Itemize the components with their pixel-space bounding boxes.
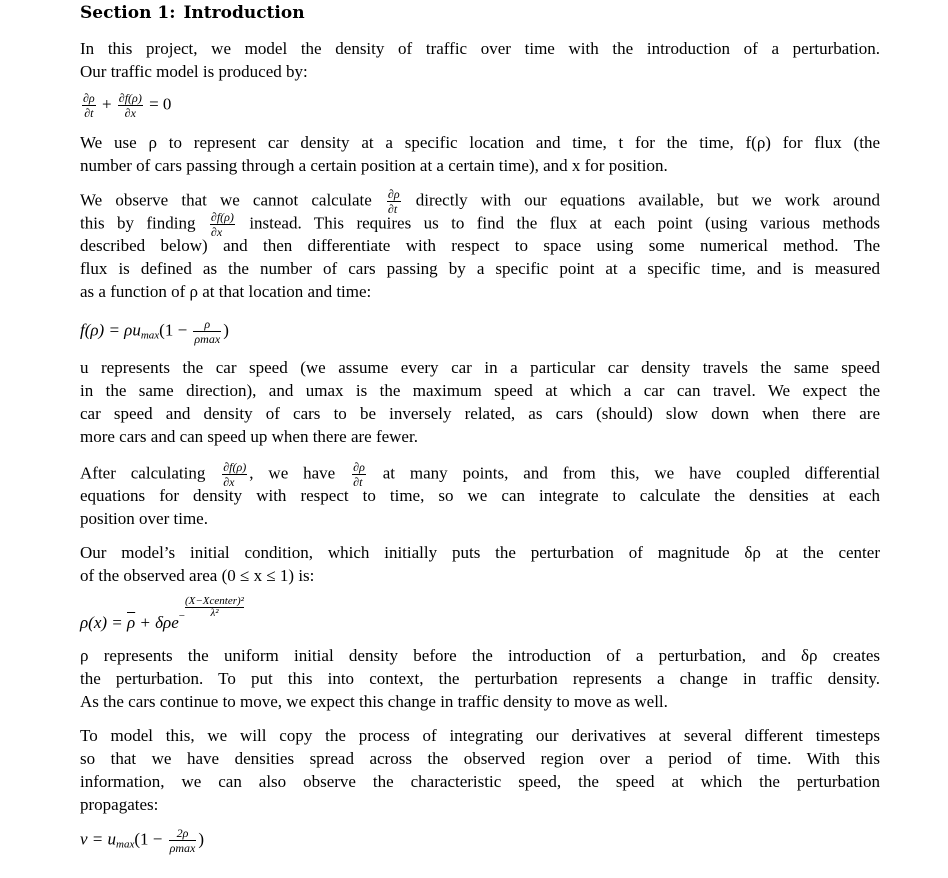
eq1-rhs: = 0 [149,94,172,114]
section-title: Introduction [183,3,305,23]
paragraph-line: Our traffic model is produced by: [80,62,308,81]
paragraph-line: more cars and can speed up when there are fewer. [80,427,418,446]
paragraph-line: this by finding $\frac{\partial f(\rho)}{\partial x}$ instead. This requires us to find the flux at each point (using various methods [80,210,881,239]
paragraph-line: number of cars passing through a certain position at a certain time), and x for position. [80,156,668,175]
paragraph-intro [80,37,880,83]
paragraph-initial-condition [80,541,880,587]
paragraph-line: as a function of ρ at that location and time: [80,282,372,301]
paragraph-line: flux is defined as the number of cars passing by a specific point at a specific time, and is measured [80,259,880,278]
equation-flux: $f(\rho) = \rho u_{max}(1$ − $\frac{\rho}{\rho\max}$ ) [80,317,229,346]
paragraph-line: position over time. [80,509,208,528]
paragraph-line: After calculating $\frac{\partial f(\rho)}{\partial x}$ , we have $\frac{\partial\rho}{\partial t}$ at many points, and from this, we have coupled differential [80,460,881,489]
paragraph-line: We observe that we cannot calculate $\frac{\partial\rho}{\partial t}$ directly with our equations available, but we work around [80,187,881,216]
paragraph-line: equations for density with respect to time, so we can integrate to calculate the densities at each [80,486,880,505]
eq1-term2-numerator: ∂f(ρ) [118,91,142,105]
eq1-term1-numerator: ∂ρ [83,91,95,105]
paragraph-line: We use ρ to represent car density at a specific location and time, t for the time, f(ρ) for flux (the [80,133,880,152]
paragraph-integration [80,461,880,530]
eq1-plus: + [101,94,112,114]
paragraph-line: car speed and density of cars to be inversely related, as cars (should) slow down when there are [80,404,880,423]
paragraph-flux [80,188,880,303]
paragraph-line: so that we have densities spread across the observed region over a period of time. With this [80,749,880,768]
paragraph-line: To model this, we will copy the process of integrating our derivatives at several different timesteps [80,726,880,745]
eq1-term1-denominator: ∂t [84,106,94,120]
equation-conservation [80,92,171,119]
paragraph-line: of the observed area (0 ≤ x ≤ 1) is: [80,566,315,585]
paragraph-line: In this project, we model the density of traffic over time with the introduction of a perturbation. [80,39,880,58]
paragraph-speed [80,356,880,448]
paragraph-line: in the same direction), and umax is the maximum speed at which a car can travel. We expect the [80,381,880,400]
paragraph-characteristic-speed [80,724,880,816]
paragraph-line: propagates: [80,795,159,814]
paragraph-perturbation [80,644,880,713]
paragraph-line: information, we can also observe the characteristic speed, the speed at which the perturbation [80,772,880,791]
equation-characteristic-speed: $v = u_{max}(1$ − $\frac{2\rho}{\rho\max}$ ) [80,826,205,855]
paragraph-line: the perturbation. To put this into context, the perturbation represents a change in traffic density. [80,669,880,688]
paragraph-line: As the cars continue to move, we expect this change in traffic density to move as well. [80,692,668,711]
equation-initial-density: $\rho(x) = \overline{\rho} + \delta\rho e^-$ (X−Xcenter)² λ² [80,595,244,632]
paragraph-line: u represents the car speed (we assume every car in a particular car density travels the same speed [80,358,880,377]
paragraph-line: Our model’s initial condition, which initially puts the perturbation of magnitude δρ at the center [80,543,880,562]
section-heading [80,3,305,23]
section-number: Section 1: [80,3,176,23]
paragraph-line: ρ represents the uniform initial density before the introduction of a perturbation, and δρ creates [80,646,880,665]
paragraph-variables [80,131,880,177]
eq1-term2-denominator: ∂x [124,106,136,120]
paragraph-line: described below) and then differentiate with respect to space using some numerical method. The [80,236,880,255]
